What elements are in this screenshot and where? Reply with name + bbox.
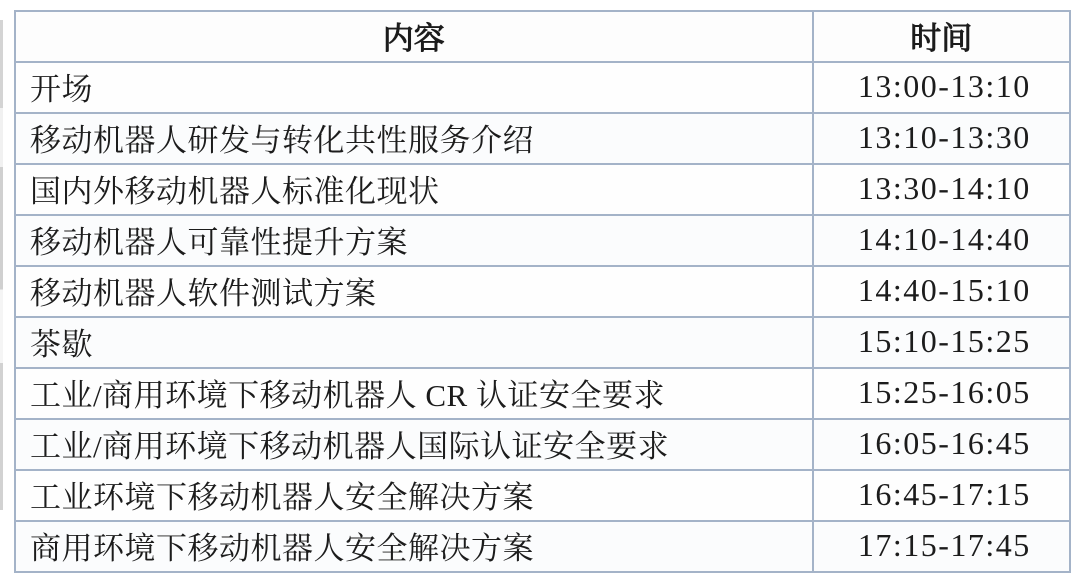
cell-time: 15:10-15:25 bbox=[813, 317, 1070, 368]
cell-content: 工业环境下移动机器人安全解决方案 bbox=[15, 470, 813, 521]
cell-time: 13:00-13:10 bbox=[813, 62, 1070, 113]
cell-content: 移动机器人研发与转化共性服务介绍 bbox=[15, 113, 813, 164]
table-row bbox=[15, 62, 1070, 113]
cell-time: 13:30-14:10 bbox=[813, 164, 1070, 215]
cell-time: 15:25-16:05 bbox=[813, 368, 1070, 419]
cell-time: 17:15-17:45 bbox=[813, 521, 1070, 572]
cell-content: 国内外移动机器人标准化现状 bbox=[15, 164, 813, 215]
table-row bbox=[15, 215, 1070, 266]
table-row bbox=[15, 317, 1070, 368]
cell-content: 工业/商用环境下移动机器人国际认证安全要求 bbox=[15, 419, 813, 470]
column-header-content: 内容 bbox=[15, 11, 813, 62]
header-row bbox=[15, 11, 1070, 62]
cell-content: 移动机器人软件测试方案 bbox=[15, 266, 813, 317]
cell-time: 14:40-15:10 bbox=[813, 266, 1070, 317]
table-row bbox=[15, 266, 1070, 317]
table-row bbox=[15, 521, 1070, 572]
table-row bbox=[15, 113, 1070, 164]
table-row bbox=[15, 419, 1070, 470]
cell-content: 商用环境下移动机器人安全解决方案 bbox=[15, 521, 813, 572]
column-header-time: 时间 bbox=[813, 11, 1070, 62]
cell-content: 开场 bbox=[15, 62, 813, 113]
cell-time: 14:10-14:40 bbox=[813, 215, 1070, 266]
cell-time: 16:05-16:45 bbox=[813, 419, 1070, 470]
cell-content: 移动机器人可靠性提升方案 bbox=[15, 215, 813, 266]
cell-content: 工业/商用环境下移动机器人 CR 认证安全要求 bbox=[15, 368, 813, 419]
table-row bbox=[15, 368, 1070, 419]
table-header bbox=[15, 11, 1070, 62]
cell-time: 13:10-13:30 bbox=[813, 113, 1070, 164]
cell-time: 16:45-17:15 bbox=[813, 470, 1070, 521]
table-row bbox=[15, 164, 1070, 215]
cell-content: 茶歇 bbox=[15, 317, 813, 368]
table-body bbox=[15, 62, 1070, 572]
table-row bbox=[15, 470, 1070, 521]
schedule-table bbox=[14, 10, 1071, 573]
scan-edge-artifact bbox=[0, 20, 3, 510]
